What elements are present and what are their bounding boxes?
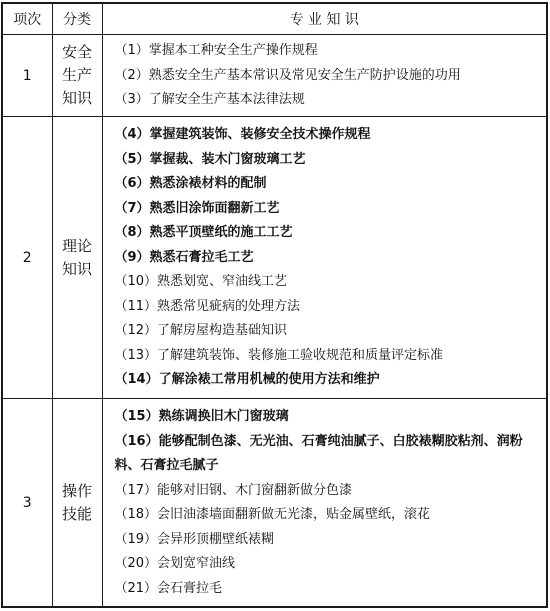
category-line: 知识	[61, 259, 92, 278]
row-items	[102, 399, 547, 608]
list-item: （2）熟悉安全生产基本常识及常见安全生产防护设施的功用	[114, 67, 461, 83]
list-item: （5）掌握裁、装木门窗玻璃工艺	[114, 151, 306, 167]
list-item: （15）熟练调换旧木门窗玻璃	[114, 409, 289, 424]
list-item: （1）掌握本工种安全生产操作规程	[114, 43, 318, 58]
header-index: 项次	[2, 3, 52, 35]
list-item: （13）了解建筑装饰、装修施工验收规范和质量评定标准	[114, 347, 444, 363]
list-item: （10）熟悉划宽、窄油线工艺	[114, 274, 288, 289]
list-item: （18）会旧油漆墙面翻新做无光漆，贴金属壁纸，滚花	[114, 507, 431, 522]
category-line: 技能	[61, 504, 92, 523]
list-item: （19）会异形顶棚壁纸裱糊	[114, 531, 275, 547]
list-item: （11）熟悉常见疵病的处理方法	[114, 298, 301, 314]
header-knowledge: 专 业 知 识	[102, 3, 547, 35]
table-row	[2, 399, 547, 608]
category-line: 理论	[61, 236, 92, 255]
category-line: 知识	[61, 89, 92, 107]
list-item: （14）了解涂裱工常用机械的使用方法和维护	[114, 372, 380, 387]
list-item: （6）熟悉涂裱材料的配制	[114, 176, 267, 191]
row-items	[102, 117, 547, 399]
row-category	[52, 117, 102, 399]
row-index: 3	[2, 399, 52, 608]
row-index: 2	[2, 117, 52, 399]
list-item: （7）熟悉旧涂饰面翻新工艺	[114, 200, 280, 216]
list-item: （21）会石膏拉毛	[114, 580, 223, 596]
list-item: （20）会划宽窄油线	[114, 556, 236, 571]
list-item: （17）能够对旧钢、木门窗翻新做分色漆	[114, 482, 353, 498]
category-line: 生产	[61, 66, 92, 84]
row-items	[102, 35, 547, 117]
row-category	[52, 35, 102, 117]
list-item: （8）熟悉平顶壁纸的施工工艺	[114, 225, 293, 240]
table-row	[2, 35, 547, 117]
list-item: （3）了解安全生产基本法律法规	[114, 92, 305, 107]
row-index: 1	[2, 35, 52, 117]
list-item: （4）掌握建筑装饰、装修安全技术操作规程	[114, 127, 371, 142]
category-line: 操作	[61, 481, 92, 500]
list-item: （12）了解房屋构造基础知识	[114, 323, 288, 338]
header-row	[2, 3, 547, 35]
table-row	[2, 117, 547, 399]
category-line: 安全	[61, 43, 92, 61]
header-category: 分类	[52, 3, 102, 35]
list-item: （9）熟悉石膏拉毛工艺	[114, 249, 254, 265]
knowledge-table	[1, 2, 548, 608]
row-category	[52, 399, 102, 608]
list-item: （16）能够配制色漆、无光油、石膏纯油腻子、白胶裱糊胶粘剂、润粉料、石膏拉毛腻子	[114, 433, 523, 473]
